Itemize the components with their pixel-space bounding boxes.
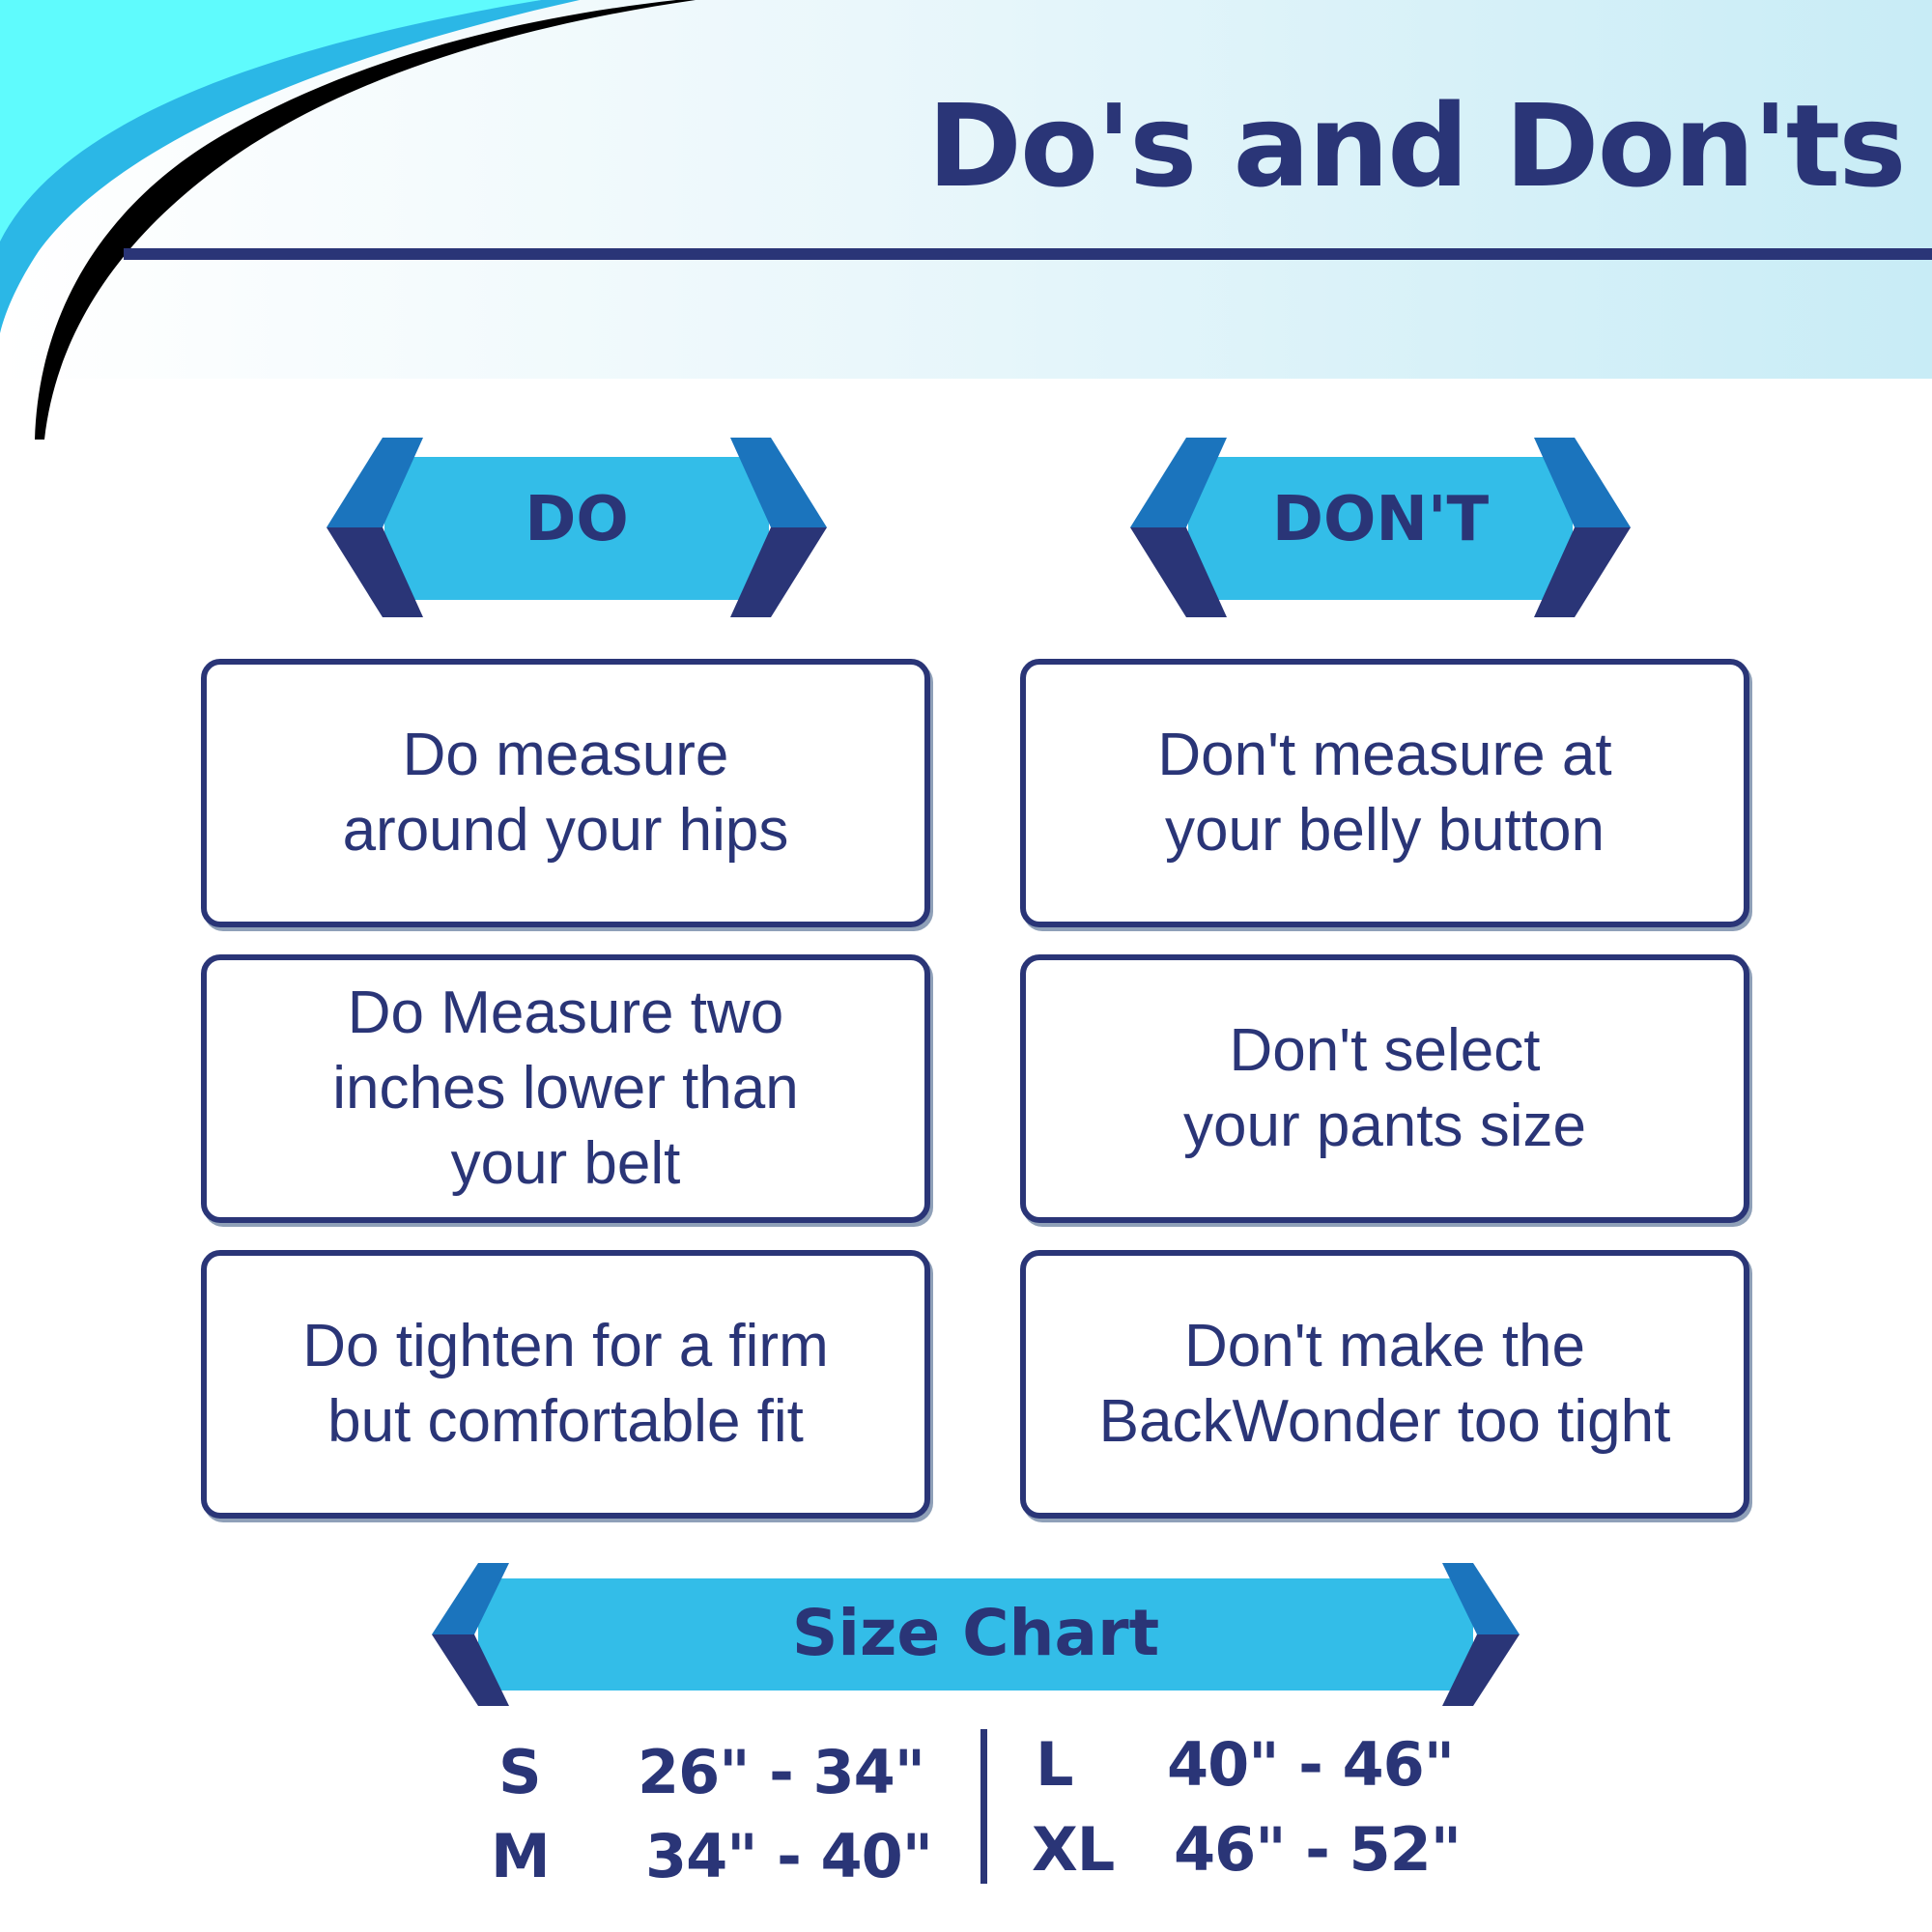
size-label-l: L bbox=[1036, 1729, 1073, 1800]
size-range-l: 40" - 46" bbox=[1167, 1729, 1455, 1800]
do-card-text: Do measure around your hips bbox=[342, 722, 789, 864]
size-chart-ribbon bbox=[432, 1563, 1520, 1706]
size-range-s: 26" - 34" bbox=[638, 1737, 925, 1807]
dont-card-text: Don't measure at your belly button bbox=[1157, 722, 1612, 864]
dont-card-text: Don't make the BackWonder too tight bbox=[1098, 1313, 1671, 1455]
size-label-s: S bbox=[498, 1737, 541, 1807]
do-card-3 bbox=[201, 1250, 930, 1519]
do-card-text: Do tighten for a firm but comfortable fit bbox=[302, 1313, 829, 1455]
do-ribbon bbox=[327, 438, 827, 617]
dont-card-text: Don't select your pants size bbox=[1183, 1017, 1586, 1159]
dont-label: DON'T bbox=[1271, 484, 1490, 555]
dont-card-1 bbox=[1020, 659, 1749, 927]
size-chart-divider bbox=[980, 1729, 987, 1884]
do-label: DO bbox=[525, 484, 629, 555]
dont-card-3 bbox=[1020, 1250, 1749, 1519]
do-card-2 bbox=[201, 954, 930, 1223]
size-label-m: M bbox=[491, 1821, 550, 1891]
size-range-xl: 46" - 52" bbox=[1174, 1814, 1462, 1885]
dont-card-2 bbox=[1020, 954, 1749, 1223]
title-divider bbox=[124, 248, 1932, 260]
size-range-m: 34" - 40" bbox=[645, 1821, 933, 1891]
header-swoosh-graphic bbox=[0, 0, 734, 444]
size-label-xl: XL bbox=[1032, 1814, 1115, 1885]
do-card-1 bbox=[201, 659, 930, 927]
size-chart-label: Size Chart bbox=[791, 1596, 1160, 1670]
page-title: Do's and Don'ts bbox=[927, 79, 1905, 213]
dont-ribbon bbox=[1130, 438, 1631, 617]
do-card-text: Do Measure two inches lower than your belt bbox=[332, 980, 799, 1197]
